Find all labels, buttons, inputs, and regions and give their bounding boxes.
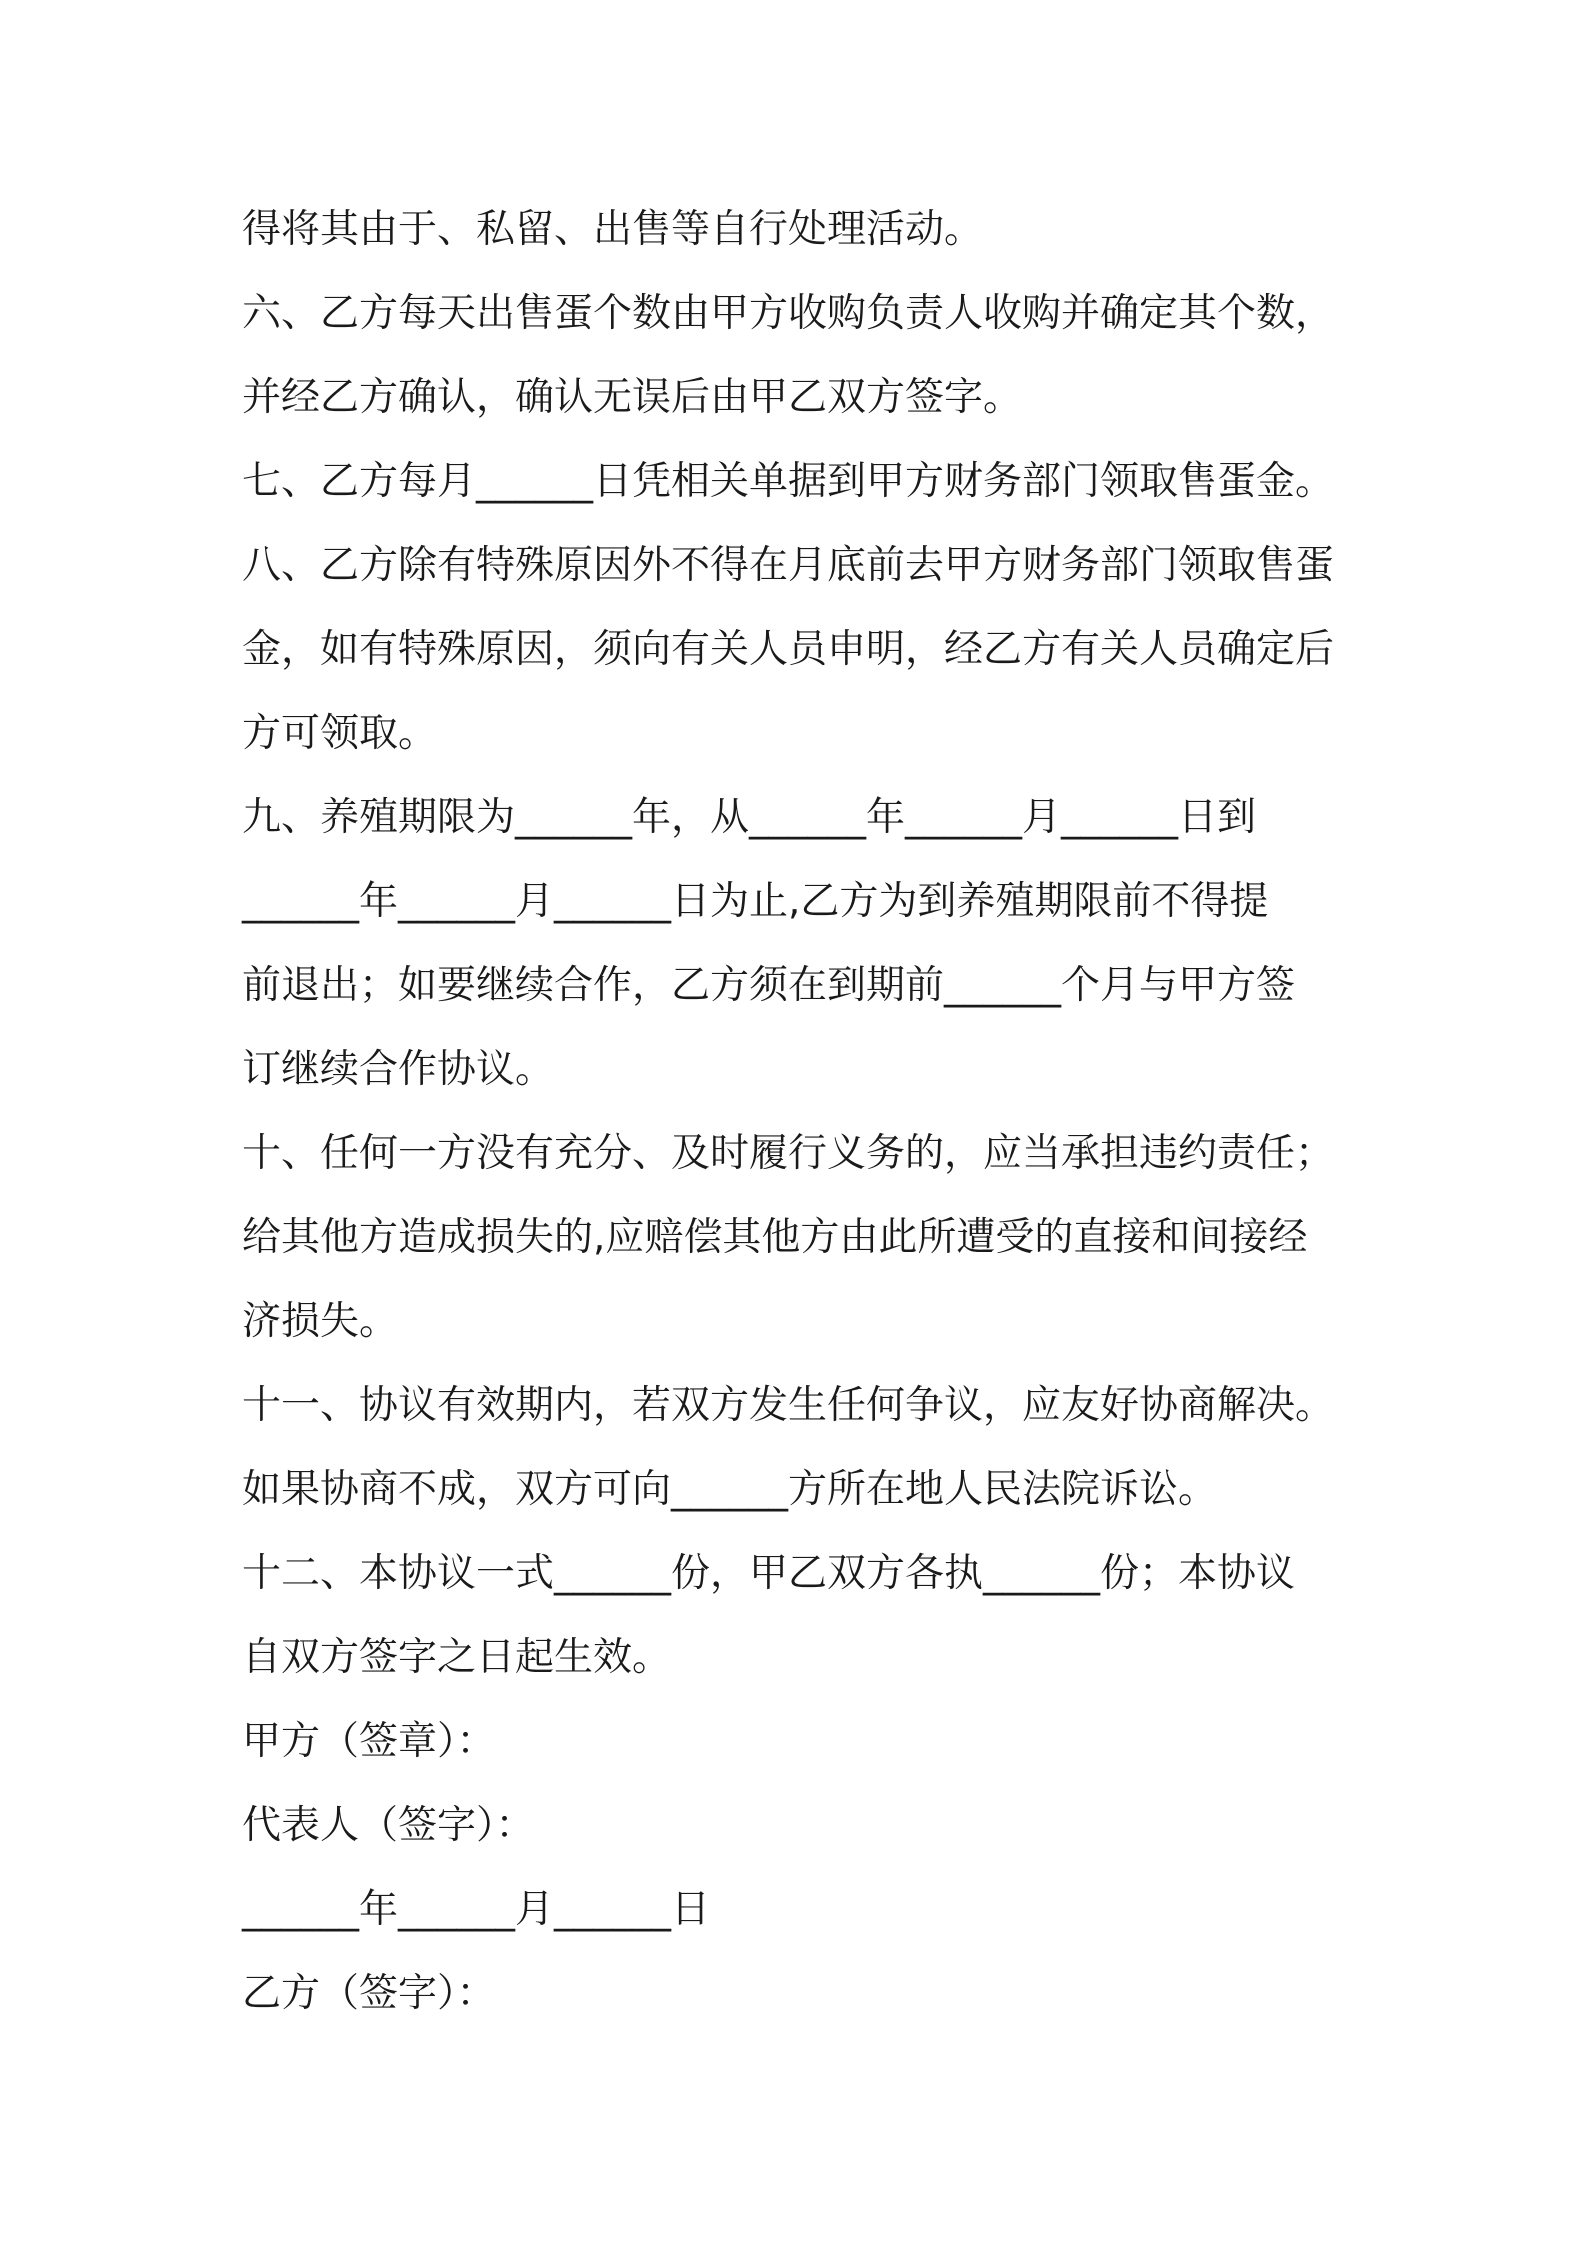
clause-12-line-1: 十二、本协议一式______份，甲乙双方各执______份；本协议 [242, 1551, 1296, 1596]
clause-6-line-1: 六、乙方每天出售蛋个数由甲方收购负责人收购并确定其个数， [242, 291, 1335, 336]
document-page [242, 188, 1362, 2036]
clause-8-line-1: 八、乙方除有特殊原因外不得在月底前去甲方财务部门领取售蛋 [242, 543, 1335, 588]
party-a-signature-label: 甲方（签章）： [242, 1719, 496, 1764]
representative-signature-label: 代表人（签字）： [242, 1803, 535, 1848]
party-b-signature-label: 乙方（签字）： [242, 1971, 496, 2016]
clause-10-line-3: 济损失。 [242, 1299, 399, 1344]
clause-6-line-2: 并经乙方确认，确认无误后由甲乙双方签字。 [242, 375, 1023, 420]
clause-9-line-1: 九、养殖期限为______年，从______年______月______日到 [242, 795, 1257, 840]
clause-11-line-1: 十一、协议有效期内，若双方发生任何争议，应友好协商解决。 [242, 1383, 1335, 1428]
clause-9-line-4: 订继续合作协议。 [242, 1047, 555, 1092]
clause-9-line-3: 前退出；如要继续合作，乙方须在到期前______个月与甲方签 [242, 963, 1296, 1008]
clause-9-line-2: ______年______月______日为止,乙方为到养殖期限前不得提 [242, 879, 1269, 924]
clause-8-line-2: 金，如有特殊原因，须向有关人员申明，经乙方有关人员确定后 [242, 627, 1335, 672]
clause-12-line-2: 自双方签字之日起生效。 [242, 1635, 672, 1680]
text-line: 得将其由于、私留、出售等自行处理活动。 [242, 207, 984, 252]
clause-8-line-3: 方可领取。 [242, 711, 438, 756]
clause-7-line-1: 七、乙方每月______日凭相关单据到甲方财务部门领取售蛋金。 [242, 459, 1335, 504]
date-line: ______年______月______日 [242, 1887, 711, 1932]
clause-10-line-2: 给其他方造成损失的,应赔偿其他方由此所遭受的直接和间接经 [242, 1215, 1308, 1260]
clause-11-line-2: 如果协商不成，双方可向______方所在地人民法院诉讼。 [242, 1467, 1218, 1512]
clause-10-line-1: 十、任何一方没有充分、及时履行义务的，应当承担违约责任； [242, 1131, 1335, 1176]
